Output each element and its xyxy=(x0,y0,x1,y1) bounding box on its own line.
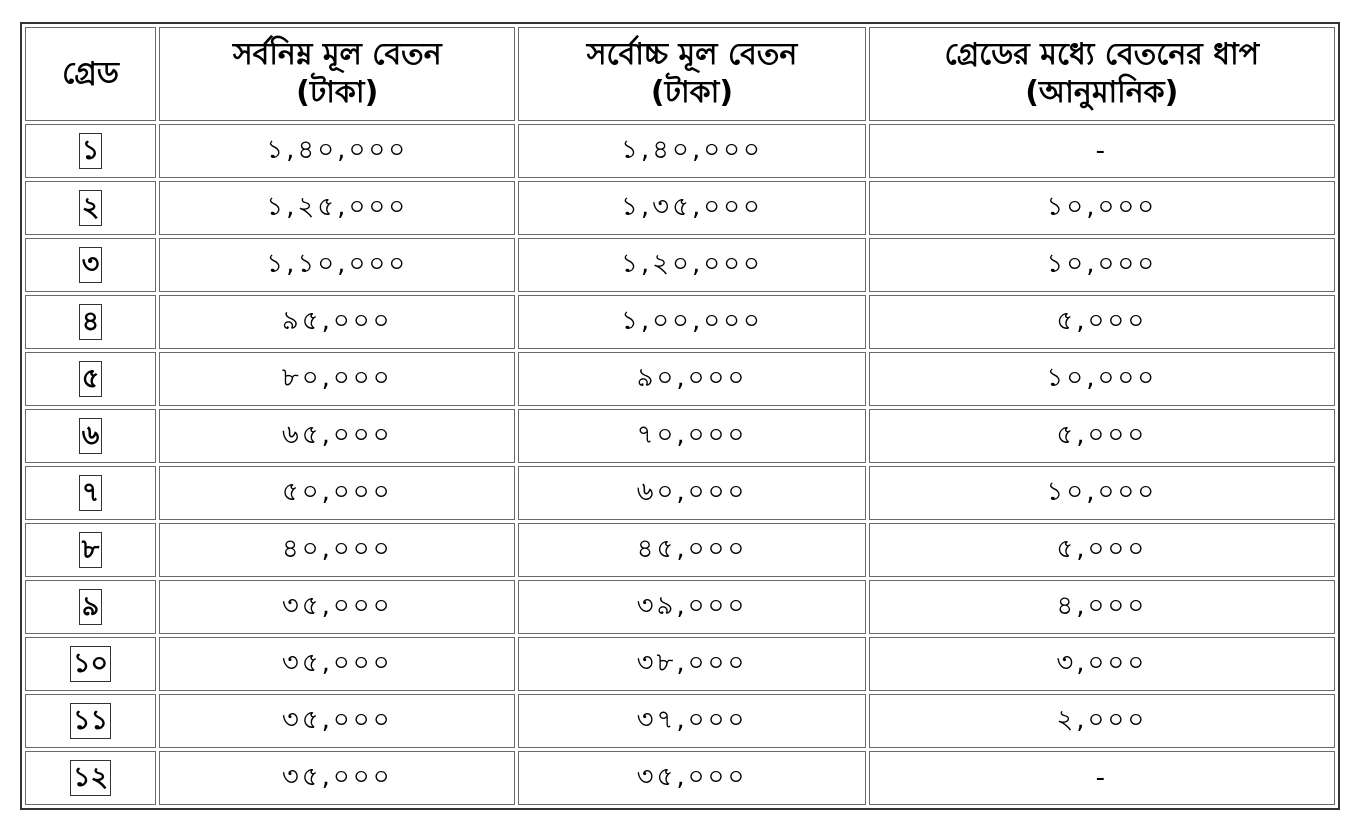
table-row xyxy=(25,352,1335,406)
max-salary-cell: ৬০,০০০ xyxy=(518,466,865,520)
header-min-salary-line2: (টাকা) xyxy=(296,75,379,110)
table-row xyxy=(25,124,1335,178)
max-salary-cell: ৭০,০০০ xyxy=(518,409,865,463)
grade-number: ৯ xyxy=(79,589,103,625)
grade-number: ৭ xyxy=(79,475,103,511)
min-salary-cell: ৩৫,০০০ xyxy=(159,751,515,805)
salary-step-cell: - xyxy=(869,751,1335,805)
min-salary-cell: ৫০,০০০ xyxy=(159,466,515,520)
grade-cell xyxy=(25,580,156,634)
min-salary-cell: ৬৫,০০০ xyxy=(159,409,515,463)
table-row xyxy=(25,295,1335,349)
grade-cell xyxy=(25,181,156,235)
header-max-salary-line1: সর্বোচ্চ মূল বেতন xyxy=(586,37,798,72)
min-salary-cell: ৪০,০০০ xyxy=(159,523,515,577)
grade-cell xyxy=(25,295,156,349)
table-row xyxy=(25,637,1335,691)
table-row xyxy=(25,466,1335,520)
max-salary-cell: ৩৭,০০০ xyxy=(518,694,865,748)
grade-cell xyxy=(25,523,156,577)
max-salary-cell: ১,৪০,০০০ xyxy=(518,124,865,178)
max-salary-cell: ৩৮,০০০ xyxy=(518,637,865,691)
grade-number: ১১ xyxy=(70,703,111,739)
header-min-salary xyxy=(159,27,515,121)
header-row xyxy=(25,27,1335,121)
grade-cell xyxy=(25,466,156,520)
grade-number: ১ xyxy=(79,133,103,169)
max-salary-cell: ১,৩৫,০০০ xyxy=(518,181,865,235)
table-row xyxy=(25,523,1335,577)
grade-number: ৬ xyxy=(79,418,103,454)
salary-step-cell: - xyxy=(869,124,1335,178)
table-body xyxy=(25,124,1335,805)
grade-cell xyxy=(25,751,156,805)
header-salary-step-line1: গ্রেডের মধ্যে বেতনের ধাপ xyxy=(944,37,1260,72)
header-min-salary-line1: সর্বনিম্ন মূল বেতন xyxy=(232,37,442,72)
header-grade xyxy=(25,27,156,121)
salary-grade-table xyxy=(22,24,1338,808)
grade-cell xyxy=(25,637,156,691)
max-salary-cell: ৩৯,০০০ xyxy=(518,580,865,634)
min-salary-cell: ৮০,০০০ xyxy=(159,352,515,406)
salary-step-cell: ১০,০০০ xyxy=(869,238,1335,292)
grade-number: ১২ xyxy=(70,760,111,796)
header-max-salary xyxy=(518,27,865,121)
table-row xyxy=(25,580,1335,634)
min-salary-cell: ৩৫,০০০ xyxy=(159,580,515,634)
table-row xyxy=(25,181,1335,235)
min-salary-cell: ৯৫,০০০ xyxy=(159,295,515,349)
max-salary-cell: ১,০০,০০০ xyxy=(518,295,865,349)
grade-number: ৪ xyxy=(79,304,103,340)
salary-step-cell: ৩,০০০ xyxy=(869,637,1335,691)
salary-step-cell: ৫,০০০ xyxy=(869,523,1335,577)
salary-step-cell: ৫,০০০ xyxy=(869,409,1335,463)
min-salary-cell: ৩৫,০০০ xyxy=(159,694,515,748)
table-row xyxy=(25,751,1335,805)
header-salary-step xyxy=(869,27,1335,121)
max-salary-cell: ৯০,০০০ xyxy=(518,352,865,406)
max-salary-cell: ১,২০,০০০ xyxy=(518,238,865,292)
header-max-salary-line2: (টাকা) xyxy=(650,75,734,110)
header-salary-step-line2: (আনুমানিক) xyxy=(1025,75,1179,110)
grade-number: ৫ xyxy=(79,361,103,397)
grade-number: ১০ xyxy=(70,646,111,682)
salary-grade-table-frame xyxy=(20,22,1340,810)
grade-cell xyxy=(25,124,156,178)
salary-step-cell: ৪,০০০ xyxy=(869,580,1335,634)
grade-cell xyxy=(25,694,156,748)
grade-cell xyxy=(25,238,156,292)
salary-step-cell: ১০,০০০ xyxy=(869,352,1335,406)
grade-number: ৩ xyxy=(79,247,103,283)
grade-number: ২ xyxy=(79,190,103,226)
salary-step-cell: ৫,০০০ xyxy=(869,295,1335,349)
min-salary-cell: ১,৪০,০০০ xyxy=(159,124,515,178)
table-row xyxy=(25,238,1335,292)
min-salary-cell: ১,২৫,০০০ xyxy=(159,181,515,235)
min-salary-cell: ১,১০,০০০ xyxy=(159,238,515,292)
salary-step-cell: ২,০০০ xyxy=(869,694,1335,748)
salary-step-cell: ১০,০০০ xyxy=(869,466,1335,520)
table-row xyxy=(25,409,1335,463)
max-salary-cell: ৩৫,০০০ xyxy=(518,751,865,805)
grade-cell xyxy=(25,409,156,463)
table-row xyxy=(25,694,1335,748)
max-salary-cell: ৪৫,০০০ xyxy=(518,523,865,577)
grade-cell xyxy=(25,352,156,406)
grade-number: ৮ xyxy=(79,532,103,568)
min-salary-cell: ৩৫,০০০ xyxy=(159,637,515,691)
salary-step-cell: ১০,০০০ xyxy=(869,181,1335,235)
header-grade-label: গ্রেড xyxy=(62,56,119,91)
